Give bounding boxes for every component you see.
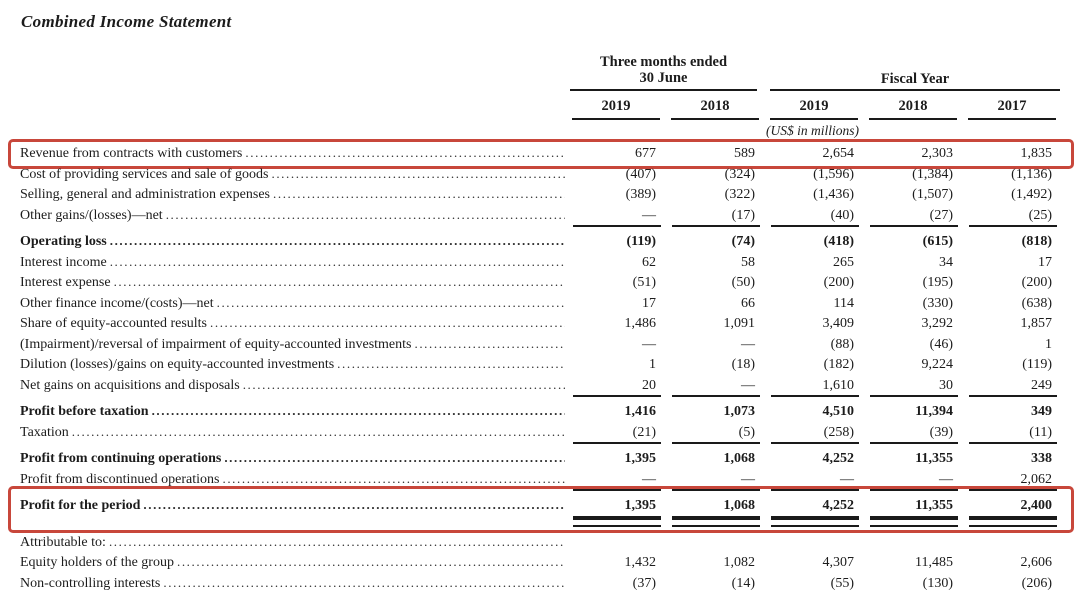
value-cell: — (664, 376, 763, 396)
row-label (20, 448, 565, 469)
value-cell: (407) (625, 166, 656, 182)
value-cell: (330) (922, 295, 953, 311)
value-cell: 4,252 (822, 451, 854, 466)
table-row (20, 164, 1060, 185)
value-cell: 1,432 (624, 555, 656, 570)
value-cell: — (741, 336, 755, 352)
row-label (20, 573, 565, 590)
table-row (20, 401, 1060, 422)
value-cell: (638) (1021, 295, 1052, 311)
value-cell: 1,395 (624, 451, 656, 466)
value-cell: 2,654 (822, 146, 854, 161)
dot-leader (177, 552, 565, 573)
row-label-text: Selling, general and administration expenses (20, 187, 270, 202)
value-cell: 1,835 (1020, 146, 1052, 161)
value-cell: (14) (731, 575, 755, 590)
row-label (20, 375, 565, 396)
value-cell: (1,507) (912, 187, 953, 202)
dot-leader (245, 143, 565, 164)
row-label (20, 184, 565, 205)
table-row (20, 184, 1060, 205)
column-group-label: Three months ended (599, 54, 728, 70)
value-cell: (50) (731, 275, 755, 290)
unit-note: (US$ in millions) (766, 123, 859, 138)
year-header: 2018 (664, 98, 763, 120)
dot-leader (114, 272, 565, 293)
value-cell: (206) (1021, 575, 1052, 590)
row-label (20, 143, 565, 164)
value-cell: 589 (734, 146, 755, 161)
value-cell: 4,307 (822, 555, 854, 570)
value-cell: (1,492) (1011, 187, 1052, 202)
dot-leader (210, 313, 565, 334)
row-label-text: Revenue from contracts with customers (20, 146, 243, 161)
page-title: Combined Income Statement (21, 12, 232, 31)
value-cell: (119) (1022, 357, 1052, 372)
value-cell: (46) (929, 336, 953, 352)
value-cell: 20 (565, 376, 664, 396)
dot-leader (243, 375, 565, 396)
value-cell: 1,068 (723, 451, 755, 466)
value-cell: 1 (1045, 336, 1052, 352)
value-cell: (17) (664, 206, 763, 226)
year-header: 2018 (862, 98, 961, 120)
row-label-text: Other finance income/(costs)—net (20, 295, 214, 311)
value-cell: (818) (1021, 234, 1052, 249)
value-cell: 265 (833, 254, 854, 270)
table-row (20, 422, 1060, 443)
value-cell: 1,395 (565, 496, 664, 516)
row-label (20, 495, 565, 516)
value-cell: — (642, 336, 656, 352)
table-row (20, 143, 1060, 164)
row-label (20, 401, 565, 422)
table-row (20, 293, 1060, 314)
value-cell: 11,355 (862, 496, 961, 516)
table-row (20, 272, 1060, 293)
dot-leader (222, 469, 565, 490)
value-cell: 1,857 (1020, 316, 1052, 331)
value-cell: (182) (823, 357, 854, 372)
value-cell: 3,409 (822, 316, 854, 331)
value-cell: (40) (763, 206, 862, 226)
value-cell: 9,224 (921, 357, 953, 372)
value-cell: 2,062 (961, 470, 1060, 490)
value-cell: 2,606 (1020, 555, 1052, 570)
value-cell: 62 (642, 254, 656, 270)
table-row (20, 334, 1060, 355)
row-label (20, 272, 565, 293)
dot-leader (143, 495, 565, 516)
value-cell: (200) (1021, 275, 1052, 290)
row-label-text: Share of equity-accounted results (20, 316, 207, 331)
value-cell: (25) (961, 206, 1060, 226)
table-row (20, 354, 1060, 375)
value-cell: 4,510 (822, 404, 854, 419)
value-cell: 11,485 (915, 555, 953, 570)
value-cell: (27) (862, 206, 961, 226)
dot-leader (273, 184, 565, 205)
value-cell: (200) (823, 275, 854, 290)
row-label-text: Profit for the period (20, 498, 141, 513)
value-cell: 1,068 (664, 496, 763, 516)
column-group-three-months (570, 54, 757, 91)
value-cell: (119) (626, 234, 656, 249)
row-label-text: Non-controlling interests (20, 575, 161, 590)
dot-leader (217, 293, 565, 314)
value-cell: 338 (1031, 451, 1052, 466)
value-cell: (1,136) (1011, 166, 1052, 182)
column-group-label: Fiscal Year (880, 71, 950, 87)
year-header: 2019 (565, 98, 664, 120)
value-cell: 4,252 (763, 496, 862, 516)
value-cell: (88) (830, 336, 854, 352)
value-cell: 17 (642, 295, 656, 311)
dot-leader (163, 573, 565, 590)
value-cell: 3,292 (921, 316, 953, 331)
row-label-text: (Impairment)/reversal of impairment of equity-accounted investments (20, 336, 412, 352)
value-cell: (195) (922, 275, 953, 290)
value-cell: (5) (664, 423, 763, 443)
value-cell: (37) (632, 575, 656, 590)
table-row (20, 469, 1060, 490)
value-cell: 17 (1038, 254, 1052, 270)
row-label-text: Dilution (losses)/gains on equity-accounted investments (20, 357, 335, 372)
value-cell: 34 (939, 254, 953, 270)
value-cell: (258) (763, 423, 862, 443)
value-cell: — (565, 470, 664, 490)
row-label-text: Equity holders of the group (20, 555, 174, 570)
column-group-label: 30 June (639, 70, 688, 86)
row-label (20, 552, 565, 573)
row-label (20, 354, 565, 375)
row-label-text: Profit before taxation (20, 404, 149, 419)
value-cell: 11,394 (915, 404, 953, 419)
table-row (20, 205, 1060, 226)
row-label-text: Net gains on acquisitions and disposals (20, 377, 240, 393)
value-cell: 66 (741, 295, 755, 311)
value-cell: (322) (724, 187, 755, 202)
dot-leader (337, 354, 565, 375)
value-cell: 58 (741, 254, 755, 270)
value-cell: 114 (833, 295, 854, 311)
dot-leader (152, 401, 565, 422)
row-label-text: Interest income (20, 254, 107, 270)
row-label-text: Interest expense (20, 275, 111, 290)
table-row (20, 573, 1060, 590)
value-cell: (1,596) (813, 166, 854, 182)
value-cell: 30 (862, 376, 961, 396)
row-label-text: Attributable to: (20, 534, 106, 550)
row-label (20, 293, 565, 314)
value-cell: (130) (922, 575, 953, 590)
value-cell: — (763, 470, 862, 490)
value-cell: (18) (731, 357, 755, 372)
value-cell: (39) (862, 423, 961, 443)
value-cell: (11) (961, 423, 1060, 443)
value-cell: 677 (635, 146, 656, 161)
dot-leader (72, 422, 565, 443)
value-cell: 11,355 (915, 451, 953, 466)
value-cell: (55) (830, 575, 854, 590)
value-cell: (1,436) (813, 187, 854, 202)
value-cell: — (664, 470, 763, 490)
year-header: 2019 (763, 98, 862, 120)
row-label (20, 252, 565, 273)
value-cell: (615) (922, 234, 953, 249)
value-cell: (1,384) (912, 166, 953, 182)
dot-leader (109, 532, 565, 553)
value-cell: 249 (961, 376, 1060, 396)
row-label (20, 532, 565, 553)
year-header: 2017 (961, 98, 1060, 120)
row-label-text: Other gains/(losses)—net (20, 207, 163, 223)
value-cell: (324) (724, 166, 755, 182)
value-cell: (21) (565, 423, 664, 443)
row-label-text: Operating loss (20, 234, 107, 249)
value-cell: (389) (625, 187, 656, 202)
table-body (20, 143, 1060, 590)
value-cell: 1,091 (723, 316, 755, 331)
value-cell: 1,073 (723, 404, 755, 419)
table-row (20, 532, 1060, 553)
value-cell: (51) (632, 275, 656, 290)
dot-leader (166, 205, 565, 226)
row-label (20, 231, 565, 252)
value-cell: (74) (731, 234, 755, 249)
value-cell: 1 (649, 357, 656, 372)
value-cell: 2,303 (921, 146, 953, 161)
value-cell: 349 (1031, 404, 1052, 419)
row-label-text: Profit from continuing operations (20, 451, 222, 466)
table-row (20, 313, 1060, 334)
value-cell: — (565, 206, 664, 226)
table-row (20, 252, 1060, 273)
row-label-text: Profit from discontinued operations (20, 471, 220, 487)
value-cell: 1,486 (624, 316, 656, 331)
value-cell: 1,610 (763, 376, 862, 396)
value-cell: 1,082 (723, 555, 755, 570)
dot-leader (271, 164, 565, 185)
dot-leader (414, 334, 565, 355)
table-row (20, 448, 1060, 469)
value-cell: 1,416 (624, 404, 656, 419)
row-label (20, 422, 565, 443)
row-label-text: Cost of providing services and sale of goods (20, 166, 269, 182)
row-label (20, 334, 565, 355)
table-row (20, 231, 1060, 252)
row-label (20, 313, 565, 334)
dot-leader (110, 252, 565, 273)
value-cell: (418) (823, 234, 854, 249)
dot-leader (224, 448, 565, 469)
row-label (20, 469, 565, 490)
row-label (20, 164, 565, 185)
column-group-fiscal-year (770, 54, 1060, 91)
value-cell: — (862, 470, 961, 490)
dot-leader (110, 231, 565, 252)
row-label-text: Taxation (20, 424, 69, 440)
row-label (20, 205, 565, 226)
table-row (20, 375, 1060, 396)
value-cell: 2,400 (961, 496, 1060, 516)
table-row (20, 552, 1060, 573)
table-row (20, 495, 1060, 516)
